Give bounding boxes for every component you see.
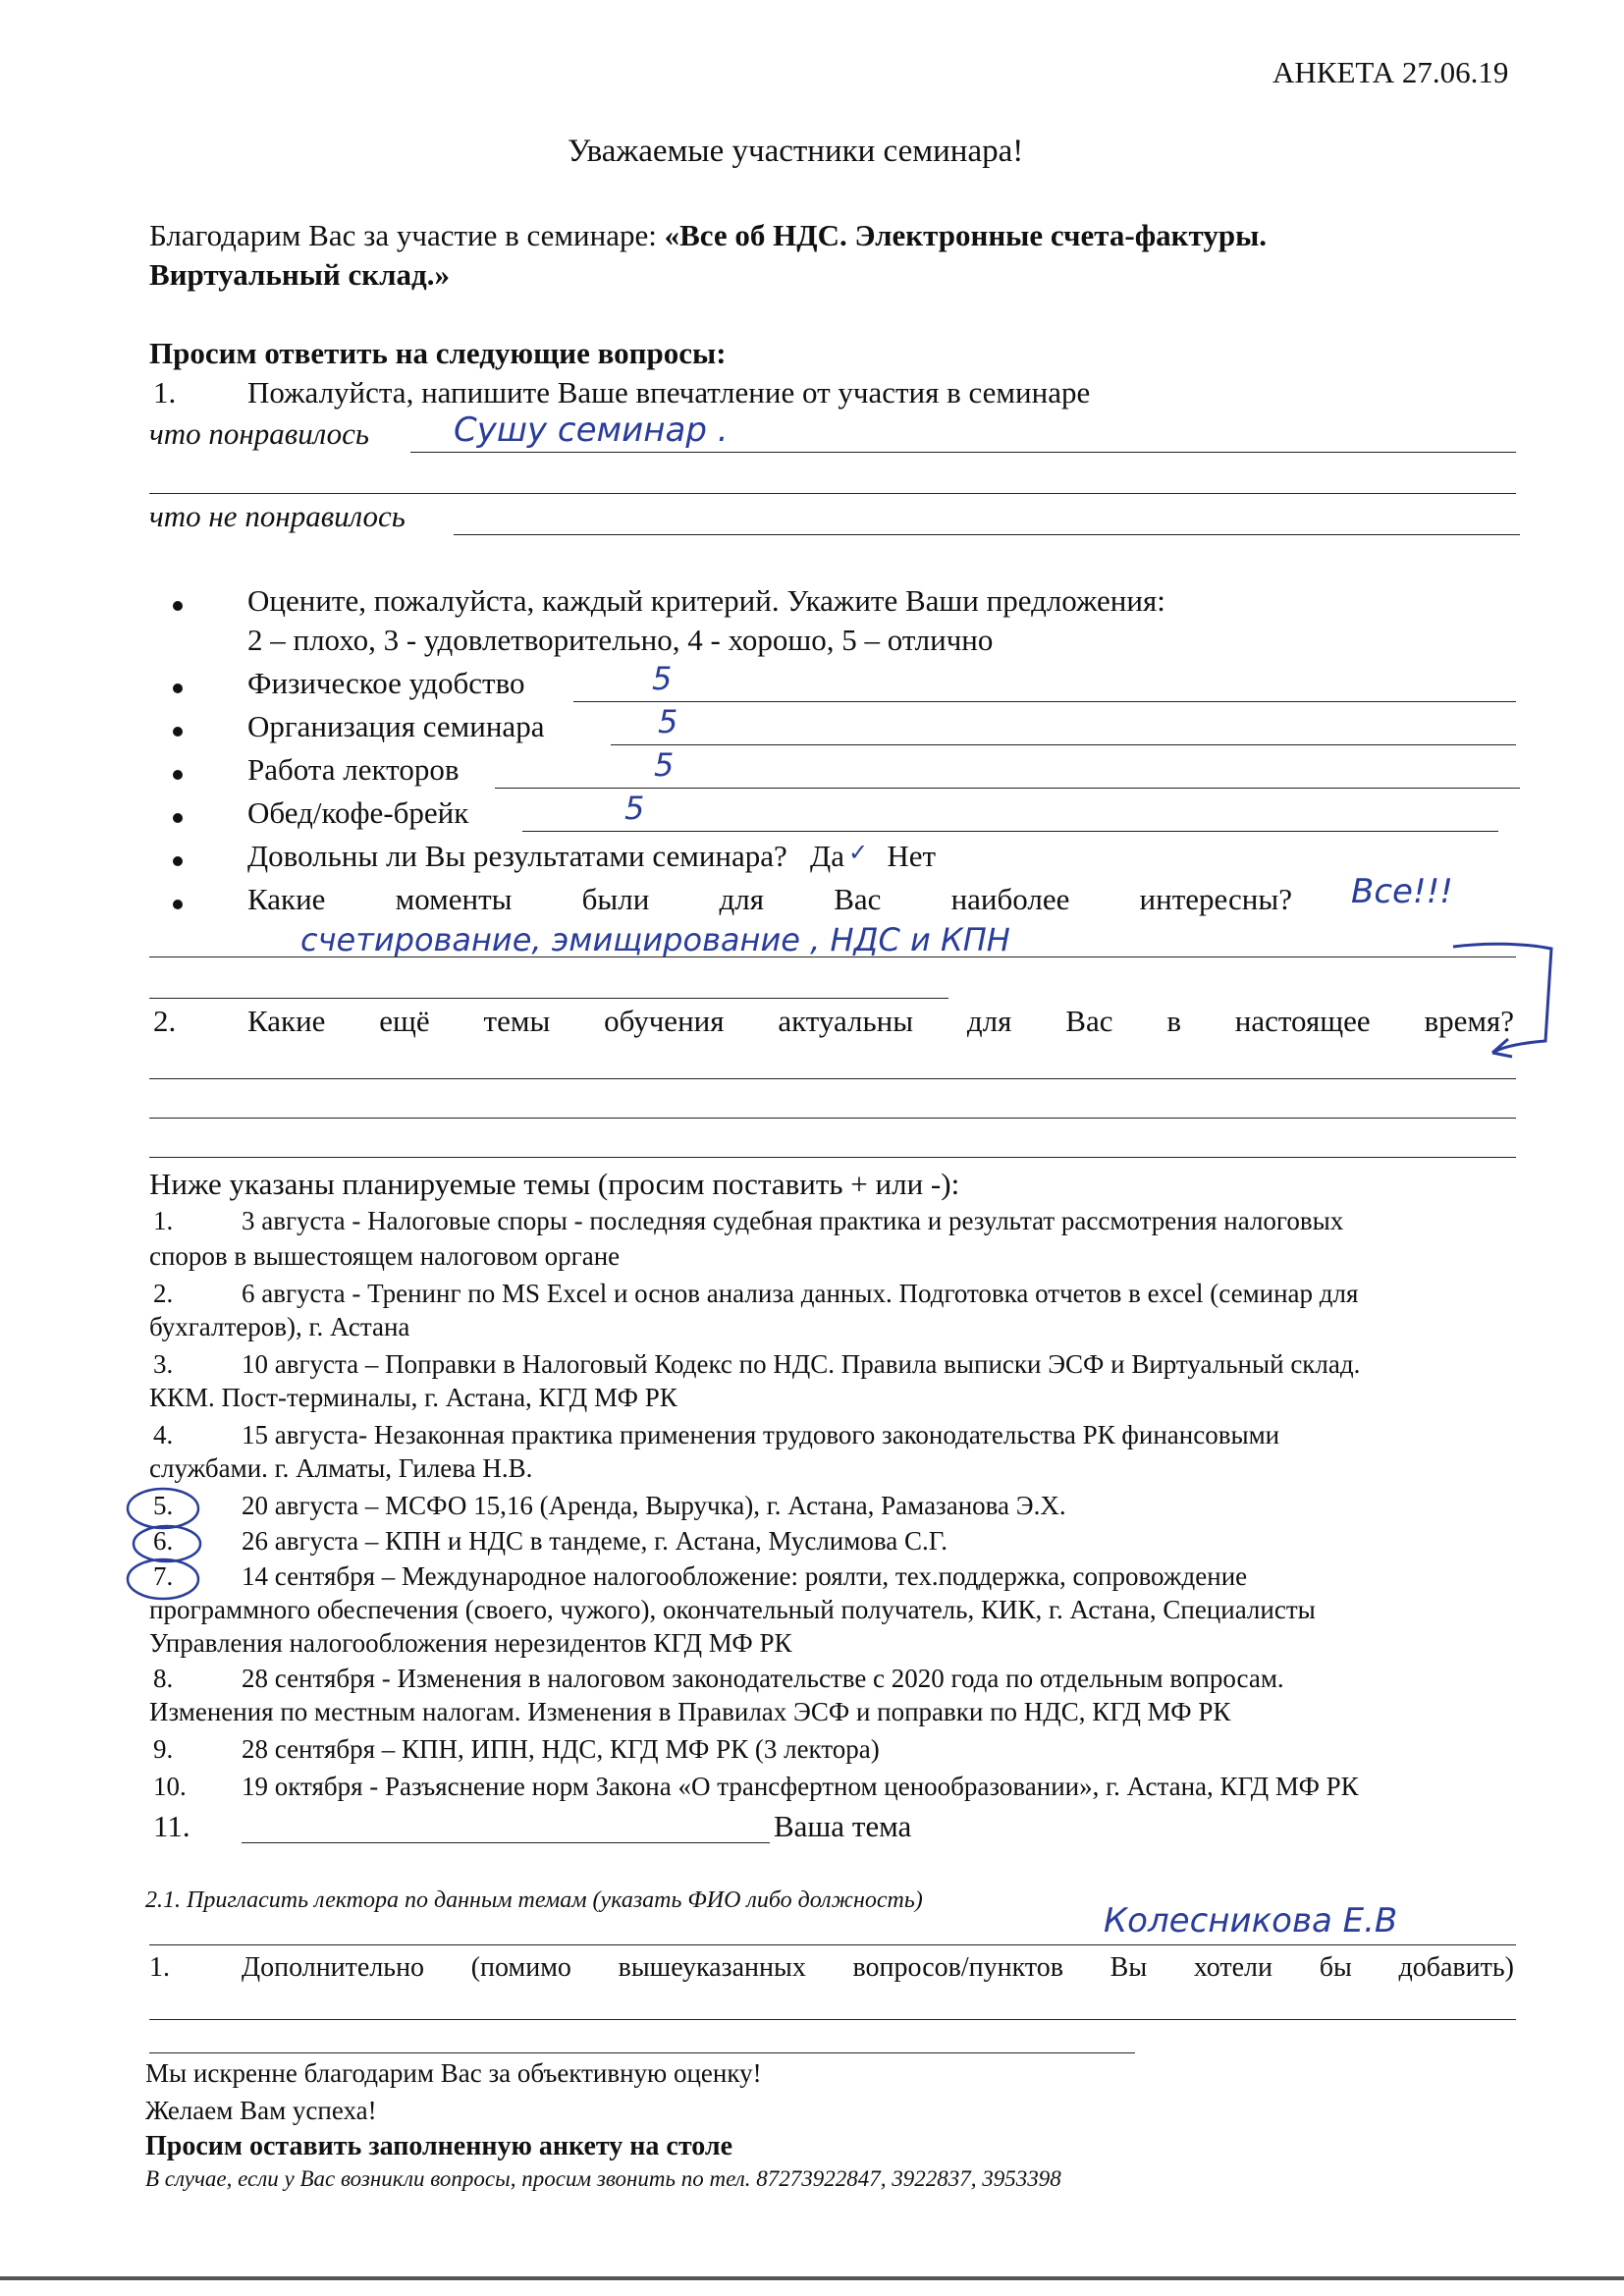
criterion-lunch-label: Обед/кофе-брейк <box>247 795 469 830</box>
additional-line-1[interactable] <box>149 2019 1516 2020</box>
criterion-physical-answer: 5 <box>652 660 673 697</box>
q1-text: Пожалуйста, напишите Ваше впечатление от участия в семинаре <box>247 375 1091 410</box>
liked-answer: Сушу семинар . <box>454 410 729 450</box>
additional-word: хотели <box>1193 1952 1273 1983</box>
footer-thanks: Мы искренне благодарим Вас за объективную оценку! <box>145 2058 762 2088</box>
footer-request: Просим оставить заполненную анкету на столе <box>145 2131 732 2161</box>
interesting-word: для <box>719 882 765 916</box>
rating-scale: 2 – плохо, 3 - удовлетворительно, 4 - хорошо, 5 – отлично <box>247 623 994 657</box>
topic-text-cont: Управления налогообложения нерезидентов КГД МФ РК <box>149 1628 792 1658</box>
liked-line[interactable] <box>410 452 1516 453</box>
rating-intro: Оцените, пожалуйста, каждый критерий. Укажите Ваши предложения: <box>247 583 1165 618</box>
q2-word: ещё <box>379 1004 430 1038</box>
additional-word: вопросов/пунктов <box>852 1952 1063 1983</box>
topic-text: 3 августа - Налоговые споры - последняя судебная практика и результат рассмотрения налоговых <box>242 1206 1344 1235</box>
additional-word: вышеуказанных <box>618 1952 806 1983</box>
bullet <box>173 900 183 909</box>
topic-text: 6 августа - Тренинг по MS Excel и основ анализа данных. Подготовка отчетов в excel (семинар для <box>242 1279 1359 1308</box>
topic-number: 5. <box>153 1491 174 1520</box>
interesting-word: интересны? <box>1139 882 1292 916</box>
bullet <box>173 683 183 693</box>
interesting-line-2[interactable] <box>149 998 948 999</box>
criterion-physical-label: Физическое удобство <box>247 666 525 700</box>
criterion-organization-answer: 5 <box>658 703 678 740</box>
form-id: АНКЕТА 27.06.19 <box>1272 55 1509 89</box>
invite-answer: Колесникова Е.В <box>1104 1901 1398 1941</box>
disliked-label: что не понравилось <box>149 499 406 533</box>
topic-number: 1. <box>153 1206 174 1235</box>
topic-number: 4. <box>153 1420 174 1449</box>
bullet <box>173 856 183 866</box>
invite-label: 2.1. Пригласить лектора по данным темам (указать ФИО либо должность) <box>145 1887 923 1913</box>
topic-text-cont: службами. г. Алматы, Гилева Н.В. <box>149 1453 533 1483</box>
questions-heading: Просим ответить на следующие вопросы: <box>149 336 727 370</box>
seminar-title-line2: Виртуальный склад.» <box>149 257 450 292</box>
intro-line1 <box>149 218 1267 253</box>
footer-wish: Желаем Вам успеха! <box>145 2096 377 2125</box>
liked-line-2[interactable] <box>149 493 1516 494</box>
topic-number: 10. <box>153 1772 187 1801</box>
criterion-lecturers-line[interactable] <box>495 788 1520 789</box>
topic-text: 15 августа- Незаконная практика применения трудового законодательства РК финансовыми <box>242 1420 1280 1449</box>
criterion-physical-line[interactable] <box>573 701 1516 702</box>
topic-text: 10 августа – Поправки в Налоговый Кодекс по НДС. Правила выписки ЭСФ и Виртуальный склад. <box>242 1349 1361 1379</box>
q2-word: актуальны <box>778 1004 914 1038</box>
topic-text: 14 сентября – Международное налогообложение: роялти, тех.поддержка, сопровождение <box>242 1561 1248 1591</box>
own-topic-number: 11. <box>153 1809 190 1843</box>
q2-word: Вас <box>1065 1004 1113 1038</box>
q2-word: в <box>1166 1004 1181 1038</box>
interesting-word: моменты <box>395 882 513 916</box>
q2-word: время? <box>1424 1004 1514 1038</box>
q2-number: 2. <box>153 1004 177 1038</box>
own-topic-line[interactable] <box>242 1842 770 1843</box>
topic-text: 28 сентября – КПН, ИПН, НДС, КГД МФ РК (3 лектора) <box>242 1734 880 1764</box>
topic-text: 20 августа – МСФО 15,16 (Аренда, Выручка), г. Астана, Рамазанова Э.Х. <box>242 1491 1066 1520</box>
answer-no[interactable]: Нет <box>887 839 937 873</box>
topic-text-cont: бухгалтеров), г. Астана <box>149 1312 410 1341</box>
disliked-line[interactable] <box>454 534 1520 535</box>
topic-text-cont: ККМ. Пост-терминалы, г. Астана, КГД МФ РК <box>149 1383 677 1412</box>
topic-number: 2. <box>153 1279 174 1308</box>
interesting-question <box>247 882 1292 917</box>
q2-word: Какие <box>247 1004 326 1038</box>
bullet <box>173 601 183 611</box>
criterion-organization-label: Организация семинара <box>247 709 545 743</box>
topic-text: 26 августа – КПН и НДС в тандеме, г. Астана, Муслимова С.Г. <box>242 1526 948 1556</box>
topic-text-cont: программного обеспечения (своего, чужого), окончательный получатель, КИК, г. Астана, Специалисты <box>149 1595 1316 1624</box>
interesting-word: наиболее <box>950 882 1070 916</box>
topic-text: 28 сентября - Изменения в налоговом законодательстве с 2020 года по отдельным вопросам. <box>242 1664 1284 1693</box>
invite-line[interactable] <box>149 1944 1516 1945</box>
topic-number: 3. <box>153 1349 174 1379</box>
yes-check-mark: ✓ <box>847 839 869 866</box>
additional-number: 1. <box>149 1952 170 1983</box>
interesting-answer-1: Все!!! <box>1351 872 1453 911</box>
interesting-answer-2: счетирование, эмищирование , НДС и КПН <box>300 921 1010 958</box>
intro-lead: Благодарим Вас за участие в семинаре: <box>149 218 665 252</box>
topic-text-cont: Изменения по местным налогам. Изменения в Правилах ЭСФ и поправки по НДС, КГД МФ РК <box>149 1697 1231 1726</box>
q2-word: настоящее <box>1234 1004 1371 1038</box>
additional-word: Вы <box>1110 1952 1148 1983</box>
q2-word: для <box>966 1004 1012 1038</box>
satisfied-question: Довольны ли Вы результатами семинара? <box>247 839 787 873</box>
additional-word: бы <box>1319 1952 1352 1983</box>
q2-question <box>247 1004 1514 1039</box>
scan-edge <box>0 2276 1624 2280</box>
seminar-title: «Все об НДС. Электронные счета-фактуры. <box>664 218 1268 252</box>
answer-yes[interactable]: Да <box>810 839 844 873</box>
additional-word: (помимо <box>470 1952 571 1983</box>
interesting-word: были <box>581 882 650 916</box>
q2-line-2[interactable] <box>149 1118 1516 1119</box>
satisfied-row <box>247 839 936 874</box>
topic-number: 7. <box>153 1561 174 1591</box>
criterion-lecturers-answer: 5 <box>654 746 675 784</box>
footer-contact: В случае, если у Вас возникли вопросы, просим звонить по тел. 87273922847, 3922837, 3953398 <box>145 2166 1061 2191</box>
topic-number: 9. <box>153 1734 174 1764</box>
greeting-title: Уважаемые участники семинара! <box>568 134 1024 169</box>
criterion-lunch-line[interactable] <box>522 831 1498 832</box>
additional-word: добавить) <box>1398 1952 1514 1983</box>
interesting-word: Какие <box>247 882 326 916</box>
q2-word: обучения <box>604 1004 725 1038</box>
topic-text: 19 октября - Разъяснение норм Закона «О трансфертном ценообразовании», г. Астана, КГД МФ РК <box>242 1772 1359 1801</box>
additional-word: Дополнительно <box>242 1952 425 1983</box>
topics-heading: Ниже указаны планируемые темы (просим поставить + или -): <box>149 1167 960 1201</box>
pen-circle-icon <box>118 1481 216 1609</box>
bullet <box>173 770 183 780</box>
additional-question <box>242 1952 1514 1984</box>
liked-label: что понравилось <box>149 416 370 451</box>
additional-line-2[interactable] <box>149 2052 1135 2053</box>
topic-number: 6. <box>153 1526 174 1556</box>
q2-line-3[interactable] <box>149 1157 1516 1158</box>
criterion-lecturers-label: Работа лекторов <box>247 752 460 787</box>
pen-arrow-icon <box>1443 933 1561 1070</box>
own-topic-label: Ваша тема <box>774 1809 912 1843</box>
interesting-word: Вас <box>834 882 882 916</box>
q2-word: темы <box>483 1004 551 1038</box>
bullet <box>173 813 183 823</box>
criterion-organization-line[interactable] <box>611 744 1516 745</box>
q2-line-1[interactable] <box>149 1078 1516 1079</box>
q1-number: 1. <box>153 375 177 410</box>
criterion-lunch-answer: 5 <box>624 790 645 827</box>
bullet <box>173 727 183 737</box>
topic-number: 8. <box>153 1664 174 1693</box>
topic-text-cont: споров в вышестоящем налоговом органе <box>149 1241 621 1271</box>
